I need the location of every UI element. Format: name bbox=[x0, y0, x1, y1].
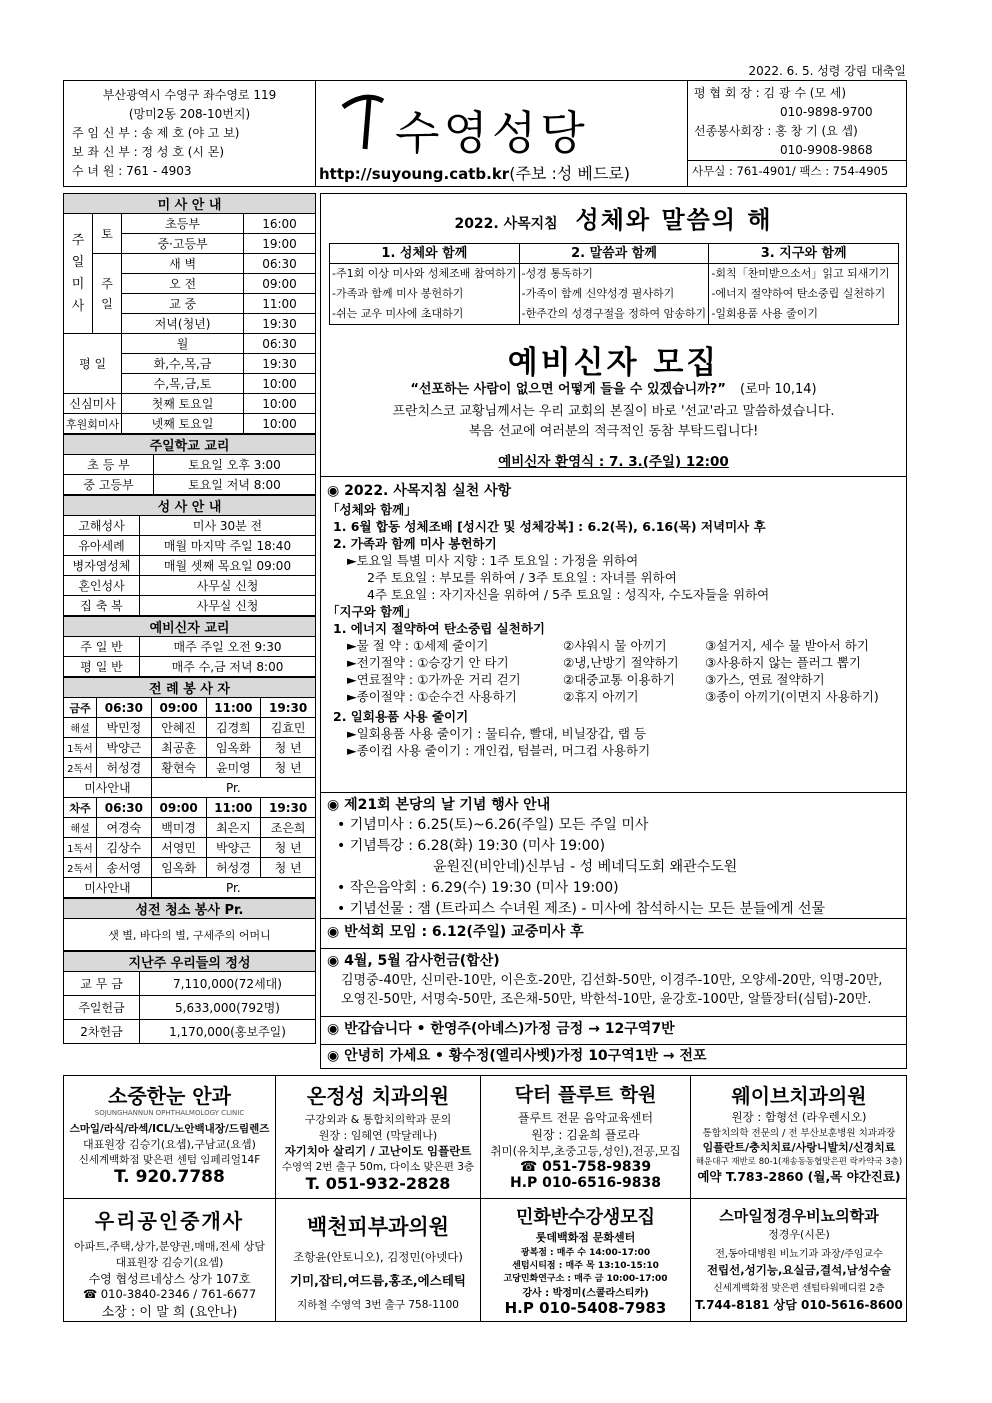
servers-table: 전 례 봉 사 자 금주 06:30 09:00 11:00 19:30 해설 박민정 안혜진 김경희 김효민 1독서 박양근 최공훈 임옥화 청 년 2독서 허성경 황현숙 윤미영 청 년 미사안내 Pr. 차주 06:30 09:00 11:00 19:30 해설 여경숙 백미경 최은지 조은희 1독서 김상수 서영민 박양근 청 년 2독서 송서영 임옥화 허성경 청 년 미사안내 Pr. bbox=[63, 677, 316, 898]
mass-schedule-table: 미 사 안 내 주 일 미 사 토 초등부 16:00 중·고등부 19:00 주 일 새 벽 06:30 오 전 09:00 교 중 11:00 저녁(청년) 19:30 평 일 월 06:30 화,수,목,금 19:30 수,목,금,토 10:00 신심미사 첫째 토요일 10:00 후원회미사 넷째 토요일 10:00 bbox=[63, 193, 316, 434]
cleaning-table: 성전 청소 봉사 Pr. 샛 별, 바다의 별, 구세주의 어머니 bbox=[63, 898, 316, 951]
dove-logo-icon bbox=[335, 85, 395, 155]
pastoral-col: 1. 성체와 함께 -주1회 이상 미사와 성체조배 참여하기 -가족과 함께 미사 봉헌하기 -쉬는 교우 미사에 초대하기 bbox=[330, 244, 520, 324]
parish-address: 부산광역시 수영구 좌수영로 119 bbox=[102, 88, 277, 102]
divider bbox=[321, 792, 906, 793]
council-phone: 010-9898-9700 bbox=[780, 105, 873, 119]
ad-flute-academy: 닥터 플루트 학원 플루트 전문 음악교육센터 원장 : 김윤희 플로라 취미(유치부,초중고등,성인),전공,모집 ☎ 051-758-9839 H.P 010-6516-9838 bbox=[481, 1076, 691, 1199]
staff-value: 정 성 호 (시 몬) bbox=[141, 145, 225, 159]
weekday-label: 평 일 bbox=[64, 334, 122, 394]
ad-dental-1: 온정성 치과의원 구강외과 & 통합치의학과 문의 원장 : 임혜연 (막달레나) 자기치아 살리기 / 고난이도 임플란트 수영역 2번 출구 50m, 다이소 맞은편 3층 T. 051-932-2828 bbox=[276, 1076, 481, 1199]
divider bbox=[321, 1016, 906, 1017]
recruit-quote-ref: (로마 10,14) bbox=[740, 382, 817, 397]
left-column bbox=[63, 193, 316, 1044]
divider bbox=[321, 476, 906, 477]
staff-label: 주 임 신 부 : bbox=[72, 126, 138, 140]
parish-url-line bbox=[319, 161, 630, 184]
welcome-news: ◉ 반갑습니다 • 한영주(아녜스)가정 금정 → 12구역7반 bbox=[327, 1021, 675, 1037]
divider bbox=[321, 948, 906, 949]
staff-row bbox=[72, 143, 307, 162]
staff-label: 수 녀 원 : bbox=[72, 164, 123, 178]
patronal-section: ◉ 제21회 본당의 날 기념 행사 안내 • 기념미사 : 6.25(토)~6.26(주일) 모든 주일 미사 • 기념특강 : 6.28(화) 19:30 (미사 19:00) 윤원진(비안네)신부님 - 성 베네딕도회 왜관수도원 • 작은음악회 : 6.29(수) 19:30 (미사 19:00) • 기념선물 : 잼 (트라피스 수녀원 제조) - 미사에 참석하시는 모든 분들에게 선물 bbox=[327, 797, 826, 917]
council-info bbox=[687, 81, 907, 186]
sunday-mass-label: 주 일 미 사 bbox=[64, 214, 93, 334]
pastoral-col: 2. 말씀과 함께 -성경 통독하기 -가족이 함께 신약성경 필사하기 -한주간의 성경구절을 정하여 암송하기 bbox=[520, 244, 710, 324]
sunday-school-table: 주일학교 교리 초 등 부 토요일 오후 3:00 중 고등부 토요일 저녁 8:00 bbox=[63, 434, 316, 495]
pastoral-year: 2022. 사목지침 bbox=[454, 216, 558, 232]
recruit-title: 예비신자 모집 bbox=[507, 345, 720, 381]
sat-label: 토 bbox=[93, 214, 122, 254]
recruit-quote: “선포하는 사람이 없으면 어떻게 들을 수 있겠습니까?” bbox=[410, 382, 726, 397]
ad-dental-2: 웨이브치과의원 원장 : 함형선 (라우렌시오) 통합치의학 전문의 / 전 부산보훈병원 치과과장 임플란트/충치치료/사랑니발치/신경치료 해운대구 재반로 80-1(재송동동협맞은편 락카약국 3층) 예약 T.783-2860 (월,목 야간진료) bbox=[691, 1076, 907, 1199]
thanks-section: ◉ 4월, 5월 감사헌금(합산) 김명중-40만, 신미란-10만, 이은호-20만, 김선화-50만, 이경주-10만, 오양세-20만, 익명-20만, 오영진-50만, 서명숙-50만, 조은채-50만, 박한석-10만, 윤강호-100만, 알뜰장터(심텀)-20만. bbox=[327, 953, 883, 1007]
farewell-box bbox=[320, 1045, 907, 1069]
staff-label: 보 좌 신 부 : bbox=[72, 145, 138, 159]
practice-section: ◉ 2022. 사목지침 실천 사항 「성체와 함께」 1. 6월 합동 성체조배 [성시간 및 성체강복] : 6.2(목), 6.16(목) 저녁미사 후 2. 가족과 함께 미사 봉헌하기 ►토요일 특별 미사 지향 : 1주 토요일 : 가정을 위하여 2주 토요일 : 부모를 위하여 / 3주 토요일 : 자녀를 위하여 4주 토요일 : 자기자신을 위하여 / 5주 토요일 : 성직자, 수도자들을 위하여 「지구와 함께」 1. 에너지 절약하여 탄소중립 실천하기 ►물 절 약 : ①세제 줄이기 ②샤워시 물 아끼기 ③설거지, 세수 물 받아서 하기 ►전기절약 : ①승강기 안 타기 ②냉,난방기 절약하기 ③사용하지 않는 플러그 뽑기 ►연료절약 : ①가까운 거리 걷기 ②대중교통 이용하기 ③가스, 연료 절약하기 ►종이절약 : ①순수건 사용하기 ②휴지 아끼기 ③종이 아끼기(이면지 사용하기) 2. 일회용품 사용 줄이기 ►일회용품 사용 줄이기 : 물티슈, 빨대, 비닐장갑, 랩 등 ►종이컵 사용 줄이기 : 개인컵, 텀블러, 머그컵 사용하기 bbox=[327, 483, 879, 758]
ad-minhwa-class: 민화반수강생모집 롯데백화점 문화센터 광복점 : 매주 수 14:00-17:00 센텀시티점 : 매주 목 13:10-15:10 고당민화연구소 : 매주 금 10:00-17:00 강사 : 박정미(스콜라스티카) H.P 010-5408-7983 bbox=[481, 1199, 691, 1321]
bulletin-header bbox=[63, 80, 907, 187]
pastoral-heading bbox=[321, 200, 906, 235]
farewell-news: ◉ 안녕히 가세요 • 황수정(엘리사벳)가정 10구역1반 → 전포 bbox=[327, 1048, 707, 1064]
parish-address-lot: (망미2동 208-10번지) bbox=[128, 107, 251, 121]
staff-row bbox=[72, 162, 307, 181]
catechumen-table: 예비신자 교리 주 일 반 매주 주일 오전 9:30 평 일 반 매주 수,금 저녁 8:00 bbox=[63, 616, 316, 677]
staff-row bbox=[72, 124, 307, 143]
ad-realtor: 우리공인중개사 아파트,주택,상가,분양권,매매,전세 상담 대표원장 김승기(요셉) 수영 협성르네상스 상가 107호 ☎ 010-3840-2346 / 761-6677 소장 : 이 말 희 (요안나) bbox=[64, 1199, 276, 1321]
divider bbox=[321, 918, 906, 919]
parish-logo-area bbox=[317, 81, 749, 186]
pastoral-theme: 성체와 말씀의 해 bbox=[575, 206, 773, 234]
council-phone: 010-9908-9868 bbox=[780, 143, 873, 157]
sun-label: 주 일 bbox=[93, 254, 122, 334]
bulletin-date: 2022. 6. 5. 성령 강림 대축일 bbox=[748, 64, 906, 78]
parish-logo-text: 수영성당 bbox=[395, 106, 589, 160]
recruit-quote-line bbox=[321, 378, 906, 397]
office-phone: 사무실 : 761-4901/ 팩스 : 754-4905 bbox=[688, 160, 907, 182]
mass-title: 미 사 안 내 bbox=[64, 194, 316, 214]
sacraments-table: 성 사 안 내 고해성사 미사 30분 전 유아세례 매월 마지막 주일 18:40 병자영성체 매월 셋째 목요일 09:00 혼인성사 사무실 신청 집 축 복 사무실 신청 bbox=[63, 495, 316, 616]
staff-value: 761 - 4903 bbox=[126, 164, 192, 178]
council-row: 선종봉사회장 : 홍 창 기 (요 셉) bbox=[694, 124, 858, 138]
meeting-notice: ◉ 반석회 모임 : 6.12(주일) 교중미사 후 bbox=[327, 924, 584, 940]
right-column bbox=[320, 193, 907, 1045]
parish-info bbox=[64, 81, 316, 186]
patron-saint: (주보 :성 베드로) bbox=[509, 164, 630, 183]
recruit-welcome: 예비신자 환영식 : 7. 3.(주일) 12:00 bbox=[498, 454, 729, 470]
council-row: 평 협 회 장 : 김 광 수 (모 세) bbox=[694, 86, 847, 100]
ads-area bbox=[63, 1075, 907, 1322]
parish-url[interactable]: http://suyoung.catb.kr bbox=[319, 165, 510, 183]
staff-value: 송 제 호 (야 고 보) bbox=[141, 126, 240, 140]
ad-eye-clinic: 소중한눈 안과 SOJUNGHANNUN OPHTHALMOLOGY CLINIC 스마일/라식/라섹/ICL/노안백내장/드림렌즈 대표원장 김승기(요셉),구남교(요셉) 신세계백화점 맞은편 센텀 임페리얼14F T. 920.7788 bbox=[64, 1076, 276, 1199]
pastoral-table bbox=[329, 243, 899, 325]
offerings-table: 지난주 우리들의 정성 교 무 금 7,110,000(72세대) 주일헌금 5,633,000(792명) 2차헌금 1,170,000(홍보주일) bbox=[63, 951, 316, 1044]
pastoral-col: 3. 지구와 함께 -회칙「찬미받으소서」읽고 되새기기 -에너지 절약하여 탄소중립 실천하기 -일회용품 사용 줄이기 bbox=[709, 244, 898, 324]
ad-dermatology: 백천피부과의원 조항윤(안토니오), 김정민(아넷다) 기미,잡티,여드름,홍조,에스테틱 지하철 수영역 3번 출구 758-1100 bbox=[276, 1199, 481, 1321]
ad-urology: 스마일정경우비뇨의학과 정경우(시몬) 전,동아대병원 비뇨기과 과장/주임교수 전립선,성기능,요실금,결석,남성수술 신세계백화점 맞은편 센텀타워메디컬 2층 T.744-8181 상담 010-5616-8600 bbox=[695, 1207, 903, 1312]
recruit-text: 프란치스코 교황님께서는 우리 교회의 본질이 바로 '선교'라고 말씀하셨습니다. 복음 선교에 여러분의 적극적인 동참 부탁드립니다! bbox=[392, 404, 835, 439]
